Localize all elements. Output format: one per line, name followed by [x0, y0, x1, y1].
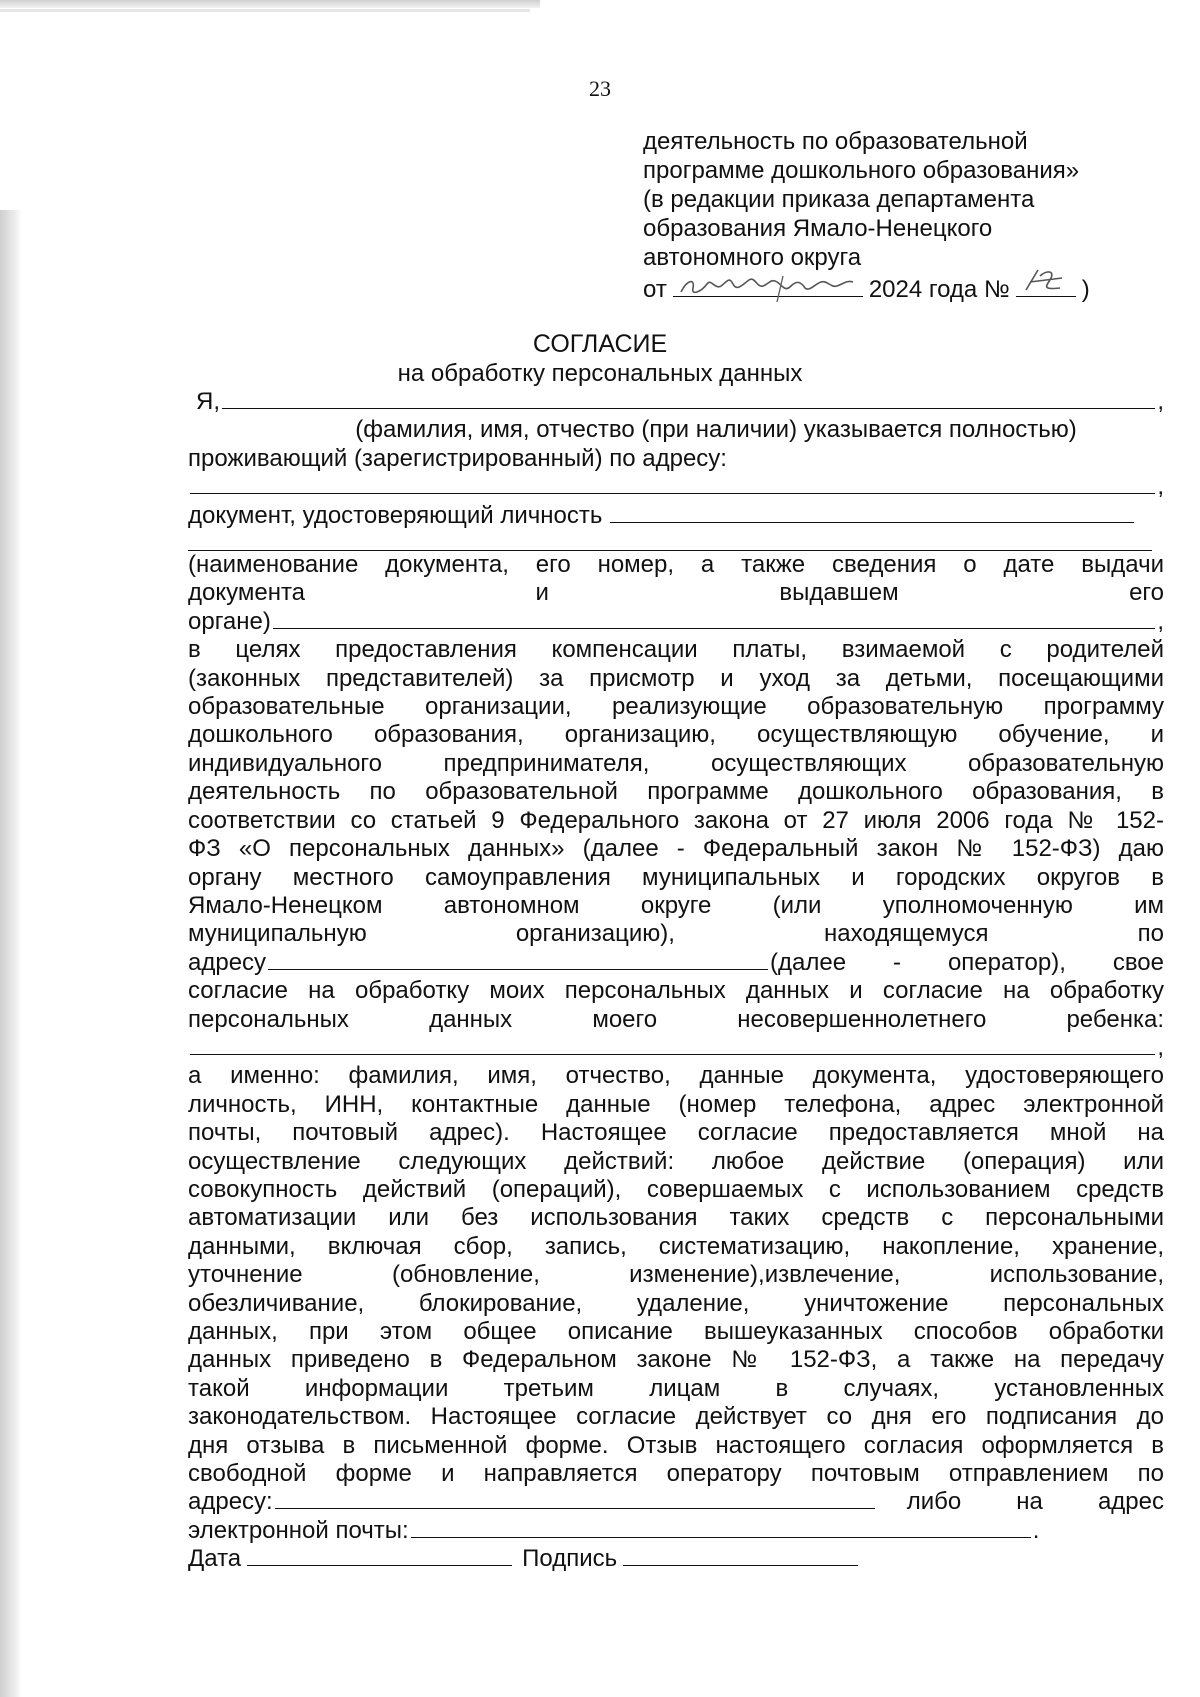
comma: , — [1157, 607, 1164, 635]
page-number: 23 — [589, 76, 611, 101]
purpose-line: образовательные организации, реализующие образовательную программу — [188, 693, 1164, 721]
address-field[interactable] — [190, 481, 1155, 494]
purpose-line: деятельность по образовательной программе дошкольного образования, в — [188, 778, 1164, 806]
email-field[interactable] — [411, 1517, 1031, 1538]
from-label: от — [643, 276, 667, 303]
scan-shadow-top-inner — [0, 9, 530, 12]
purpose-line: муниципальную организацию), находящемуся по — [188, 920, 1164, 948]
order-line: (в редакции приказа департамента — [643, 186, 1035, 213]
scope-line: автоматизации или без использования таких средств с персональными — [188, 1204, 1164, 1232]
document-hint-line: органе) — [188, 607, 271, 635]
scope-line: данных, при этом общее описание вышеуказанных способов обработки — [188, 1318, 1164, 1345]
document-hint-line: документа и выдавшем его — [188, 579, 1164, 607]
address-label: проживающий (зарегистрированный) по адресу: — [188, 444, 727, 472]
comma: , — [1157, 473, 1164, 501]
order-date-number-line — [643, 272, 1163, 304]
signature-label: Подпись — [522, 1545, 618, 1573]
scope-line: осуществление следующих действий: любое действие (операция) или — [188, 1147, 1164, 1175]
document-label: документ, удостоверяющий личность — [188, 501, 603, 529]
email-row — [188, 1517, 1164, 1545]
document-row — [188, 502, 1164, 530]
name-hint: (фамилия, имя, отчество (при наличии) указывается полностью) — [355, 416, 1077, 444]
handwritten-date-field — [673, 272, 863, 297]
handwritten-date-signature — [673, 262, 863, 302]
scope-line: данных приведено в Федеральном законе № 152-ФЗ, а также на передачу — [188, 1346, 1164, 1374]
document-subtitle: на обработку персональных данных — [397, 360, 803, 387]
year-number-label: 2024 года № — [868, 276, 1010, 303]
purpose-line: ФЗ «О персональных данных» (далее - Федеральный закон № 152-ФЗ) даю — [188, 835, 1164, 863]
consent-line: согласие на обработку моих персональных данных и согласие на обработку — [188, 977, 1164, 1005]
operator-address-field[interactable] — [268, 949, 768, 970]
purpose-line: дошкольного образования, организацию, осуществляющую обучение, и — [188, 721, 1164, 749]
date-field[interactable] — [247, 1545, 512, 1566]
scope-line: уточнение (обновление, изменение),извлечение, использование, — [188, 1261, 1164, 1289]
child-name-field[interactable] — [190, 1034, 1155, 1055]
signature-field[interactable] — [623, 1545, 858, 1566]
purpose-line: органу местного самоуправления муниципальных и городских округов в — [188, 863, 1164, 891]
period: . — [1032, 1516, 1040, 1544]
scope-line: совокупность действий (операций), совершаемых с использованием средств — [188, 1175, 1164, 1203]
address-row — [188, 473, 1164, 501]
revoke-either-label: либо на адрес — [906, 1488, 1164, 1516]
revoke-address-label: адресу: — [188, 1488, 273, 1516]
issuer-row — [188, 608, 1164, 636]
revoke-address-row — [188, 1488, 1164, 1516]
scope-line: законодательством. Настоящее согласие действует со дня его подписания до — [188, 1403, 1164, 1431]
handwritten-number-signature — [1016, 262, 1076, 298]
operator-suffix: (далее - оператор), свое — [770, 948, 1164, 976]
order-reference-block — [643, 127, 1163, 304]
name-field[interactable] — [222, 388, 1155, 409]
date-label: Дата — [188, 1545, 242, 1573]
i-label: Я, — [196, 388, 220, 415]
revoke-address-field[interactable] — [275, 1488, 875, 1509]
scope-line: данными, включая сбор, запись, систематизацию, накопление, хранение, — [188, 1232, 1164, 1260]
comma: , — [1157, 1033, 1164, 1061]
scope-line: дня отзыва в письменной форме. Отзыв настоящего согласия оформляется в — [188, 1431, 1164, 1459]
consent-form-body — [188, 388, 1164, 1574]
scan-shadow-top — [0, 0, 540, 8]
handwritten-number-field — [1016, 272, 1076, 297]
consent-line: персональных данных моего несовершеннолетнего ребенка: — [188, 1005, 1164, 1033]
closing-paren: ) — [1081, 276, 1090, 303]
name-row — [196, 388, 1164, 416]
email-label: электронной почты: — [188, 1516, 409, 1544]
order-line: образования Ямало-Ненецкого — [643, 215, 993, 242]
purpose-line: соответствии со статьей 9 Федерального закона от 27 июля 2006 года № 152- — [188, 806, 1164, 834]
purpose-line: в целях предоставления компенсации платы, взимаемой с родителей — [188, 636, 1164, 664]
document-title: СОГЛАСИЕ — [532, 330, 668, 358]
scope-line: а именно: фамилия, имя, отчество, данные документа, удостоверяющего — [188, 1062, 1164, 1090]
date-signature-row — [188, 1545, 1164, 1573]
operator-address-row — [188, 949, 1164, 977]
scope-line: такой информации третьим лицам в случаях, установленных — [188, 1374, 1164, 1402]
scope-line: обезличивание, блокирование, удаление, уничтожение персональных — [188, 1289, 1164, 1317]
order-line: программе дошкольного образования» — [643, 157, 1080, 184]
purpose-line: (законных представителей) за присмотр и уход за детьми, посещающими — [188, 664, 1164, 692]
child-row — [188, 1034, 1164, 1062]
document-field[interactable] — [610, 502, 1134, 523]
order-line: деятельность по образовательной — [643, 128, 1028, 155]
purpose-line: Ямало-Ненецком автономном округе (или уполномоченную им — [188, 891, 1164, 919]
scope-line: почты, почтовый адрес). Настоящее согласие предоставляется мной на — [188, 1119, 1164, 1147]
scan-shadow-left — [0, 210, 22, 1697]
document-hint-line: (наименование документа, его номер, а также сведения о дате выдачи — [188, 551, 1164, 579]
document-field-continued[interactable] — [188, 530, 1152, 551]
purpose-line: индивидуального предпринимателя, осуществляющих образовательную — [188, 749, 1164, 777]
scope-line: личность, ИНН, контактные данные (номер телефона, адрес электронной — [188, 1090, 1164, 1118]
issuer-field[interactable] — [273, 608, 1155, 629]
order-line: автономного округа — [643, 244, 862, 271]
operator-address-label: адресу — [188, 948, 267, 976]
scope-line: свободной форме и направляется оператору почтовым отправлением по — [188, 1460, 1164, 1488]
comma: , — [1157, 388, 1164, 415]
